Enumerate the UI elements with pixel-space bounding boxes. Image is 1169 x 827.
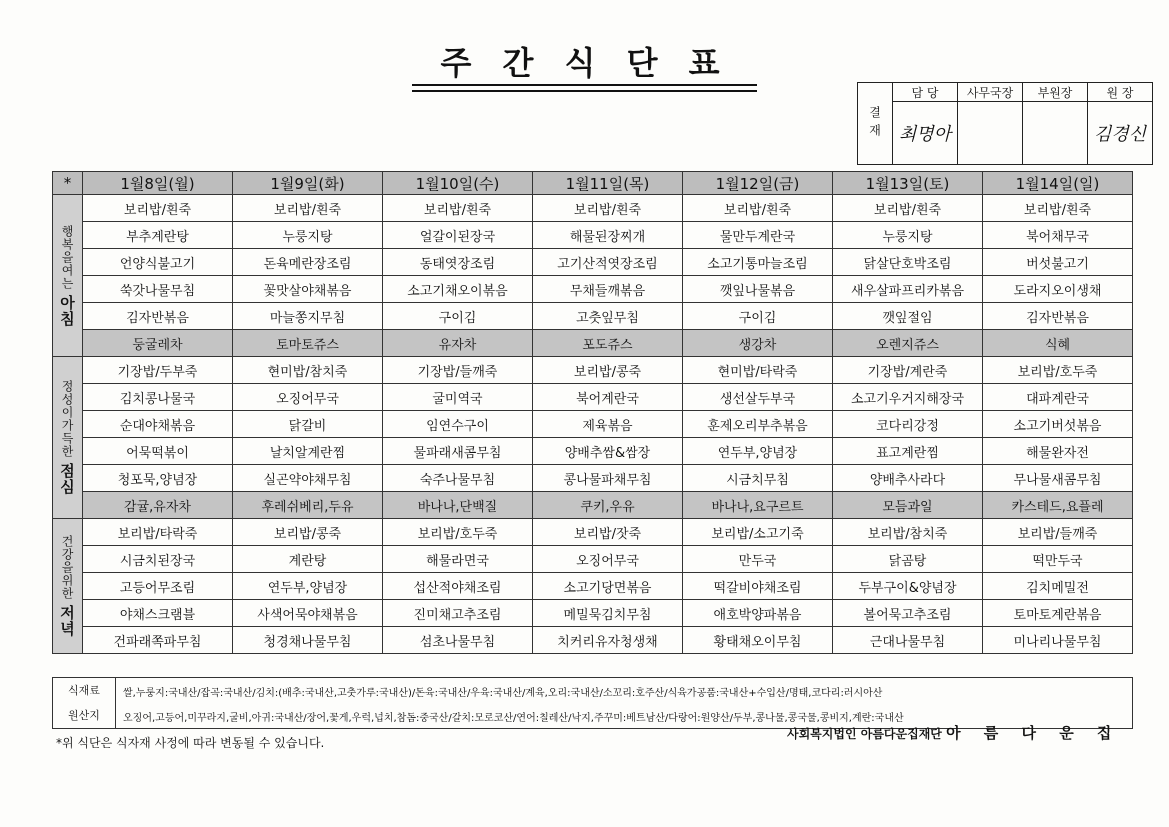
menu-cell: 버섯불고기 [983, 249, 1133, 276]
day-header-row [53, 172, 1133, 195]
corner-cell: * [53, 172, 83, 195]
menu-cell: 포도쥬스 [533, 330, 683, 357]
menu-cell: 둥굴레차 [83, 330, 233, 357]
menu-table [52, 171, 1133, 654]
menu-cell: 보리밥/흰죽 [233, 195, 383, 222]
meal-side-title: 아침 [58, 294, 76, 327]
menu-cell: 북어채무국 [983, 222, 1133, 249]
menu-cell: 실곤약야채무침 [233, 465, 383, 492]
menu-cell: 새우살파프리카볶음 [833, 276, 983, 303]
origin-line: 오징어,고등어,미꾸라지,굴비,아귀:국내산/장어,꽃게,우럭,넙치,참돔:중국산/갈치:모로코산/연어:칠레산/낙지,주꾸미:베트남산/다랑어:원양산/두부,콩나물,콩국물,콩비지,계란:국내산 [123, 713, 904, 724]
approval-header-director: 원 장 [1088, 83, 1153, 102]
title-underline [412, 84, 757, 86]
menu-cell: 보리밥/흰죽 [383, 195, 533, 222]
menu-cell: 쑥갓나물무침 [83, 276, 233, 303]
menu-cell: 감귤,유자차 [83, 492, 233, 519]
approval-header-secretary: 사무국장 [958, 83, 1023, 102]
menu-cell: 건파래쪽파무침 [83, 627, 233, 654]
menu-cell: 코다리강정 [833, 411, 983, 438]
menu-cell: 보리밥/잣죽 [533, 519, 683, 546]
menu-row [53, 276, 1133, 303]
menu-row [53, 438, 1133, 465]
notice-text: *위 식단은 식자재 사정에 따라 변동될 수 있습니다. [56, 736, 325, 750]
meal-side-subtitle: 건강을위한 [60, 535, 74, 601]
day-header: 1월14일(일) [983, 172, 1133, 195]
menu-cell: 치커리유자청생채 [533, 627, 683, 654]
menu-cell: 근대나물무침 [833, 627, 983, 654]
menu-cell: 시금치무침 [683, 465, 833, 492]
menu-cell: 야채스크램블 [83, 600, 233, 627]
menu-cell: 현미밥/타락죽 [683, 357, 833, 384]
menu-cell: 애호박양파볶음 [683, 600, 833, 627]
menu-cell: 볼어묵고추조림 [833, 600, 983, 627]
menu-cell: 보리밥/흰죽 [83, 195, 233, 222]
menu-cell: 깻잎절임 [833, 303, 983, 330]
menu-cell: 날치알계란찜 [233, 438, 383, 465]
menu-cell: 소고기버섯볶음 [983, 411, 1133, 438]
menu-cell: 도라지오이생채 [983, 276, 1133, 303]
menu-row [53, 546, 1133, 573]
menu-cell: 양배추사라다 [833, 465, 983, 492]
menu-cell: 어묵떡볶이 [83, 438, 233, 465]
menu-cell: 보리밥/호두죽 [383, 519, 533, 546]
menu-cell: 계란탕 [233, 546, 383, 573]
menu-cell: 생강차 [683, 330, 833, 357]
menu-cell: 섬초나물무침 [383, 627, 533, 654]
menu-cell: 고등어무조림 [83, 573, 233, 600]
menu-cell: 고춧잎무침 [533, 303, 683, 330]
menu-cell: 미나리나물무침 [983, 627, 1133, 654]
menu-cell: 해물된장찌개 [533, 222, 683, 249]
menu-cell: 무나물새콤무침 [983, 465, 1133, 492]
menu-row [53, 303, 1133, 330]
menu-row [53, 492, 1133, 519]
day-header: 1월8일(월) [83, 172, 233, 195]
menu-cell: 표고계란찜 [833, 438, 983, 465]
menu-cell: 구이김 [683, 303, 833, 330]
menu-cell: 유자차 [383, 330, 533, 357]
meal-side-label [53, 195, 83, 357]
menu-cell: 보리밥/흰죽 [683, 195, 833, 222]
menu-cell: 김치콩나물국 [83, 384, 233, 411]
menu-cell: 보리밥/흰죽 [533, 195, 683, 222]
menu-cell: 현미밥/참치죽 [233, 357, 383, 384]
page-title: 주 간 식 단 표 [440, 44, 730, 82]
menu-cell: 오징어무국 [533, 546, 683, 573]
origin-label-origin: 원산지 [68, 709, 100, 722]
menu-cell: 시금치된장국 [83, 546, 233, 573]
menu-cell: 바나나,단백질 [383, 492, 533, 519]
menu-cell: 소고기당면볶음 [533, 573, 683, 600]
menu-cell: 기장밥/들깨죽 [383, 357, 533, 384]
menu-cell: 진미채고추조림 [383, 600, 533, 627]
menu-cell: 콩나물파채무침 [533, 465, 683, 492]
origin-label-ingredients: 식재료 [68, 684, 100, 697]
menu-cell: 보리밥/호두죽 [983, 357, 1133, 384]
menu-cell: 무채들깨볶음 [533, 276, 683, 303]
menu-cell: 연두부,양념장 [233, 573, 383, 600]
menu-cell: 부추계란탕 [83, 222, 233, 249]
menu-cell: 얼갈이된장국 [383, 222, 533, 249]
menu-cell: 바나나,요구르트 [683, 492, 833, 519]
menu-row [53, 627, 1133, 654]
menu-cell: 보리밥/흰죽 [833, 195, 983, 222]
meal-side-title: 저녁 [58, 604, 76, 637]
menu-cell: 물만두계란국 [683, 222, 833, 249]
title-underline [412, 90, 757, 92]
menu-cell: 누룽지탕 [233, 222, 383, 249]
menu-row [53, 195, 1133, 222]
menu-row [53, 465, 1133, 492]
menu-row [53, 384, 1133, 411]
menu-cell: 김치메밀전 [983, 573, 1133, 600]
day-header: 1월9일(화) [233, 172, 383, 195]
signature-vice-director [1023, 102, 1088, 165]
menu-cell: 제육볶음 [533, 411, 683, 438]
menu-cell: 사색어묵야채볶음 [233, 600, 383, 627]
approval-box [857, 82, 1153, 165]
menu-row [53, 519, 1133, 546]
menu-cell: 해물라면국 [383, 546, 533, 573]
menu-cell: 보리밥/참치죽 [833, 519, 983, 546]
menu-cell: 양배추쌈&쌈장 [533, 438, 683, 465]
menu-cell: 누룽지탕 [833, 222, 983, 249]
menu-cell: 연두부,양념장 [683, 438, 833, 465]
menu-cell: 섭산적야채조림 [383, 573, 533, 600]
menu-cell: 닭곰탕 [833, 546, 983, 573]
menu-cell: 구이김 [383, 303, 533, 330]
menu-cell: 오렌지쥬스 [833, 330, 983, 357]
menu-cell: 황태채오이무침 [683, 627, 833, 654]
organization-name [787, 722, 1120, 743]
menu-cell: 보리밥/흰죽 [983, 195, 1133, 222]
day-header: 1월11일(목) [533, 172, 683, 195]
menu-row [53, 357, 1133, 384]
menu-cell: 두부구이&양념장 [833, 573, 983, 600]
menu-cell: 식혜 [983, 330, 1133, 357]
menu-row [53, 249, 1133, 276]
menu-row [53, 411, 1133, 438]
day-header: 1월13일(토) [833, 172, 983, 195]
menu-cell: 떡갈비야채조림 [683, 573, 833, 600]
menu-cell: 소고기통마늘조림 [683, 249, 833, 276]
meal-side-title: 점심 [58, 462, 76, 495]
menu-cell: 생선살두부국 [683, 384, 833, 411]
menu-cell: 마늘쫑지무침 [233, 303, 383, 330]
day-header: 1월12일(금) [683, 172, 833, 195]
menu-cell: 대파계란국 [983, 384, 1133, 411]
menu-row [53, 222, 1133, 249]
menu-cell: 김자반볶음 [83, 303, 233, 330]
menu-cell: 토마토계란볶음 [983, 600, 1133, 627]
organization-title: 아 름 다 운 집 [946, 724, 1121, 742]
menu-cell: 깻잎나물볶음 [683, 276, 833, 303]
meal-side-subtitle: 행복을여는 [60, 224, 74, 290]
menu-cell: 소고기우거지해장국 [833, 384, 983, 411]
menu-cell: 소고기채오이볶음 [383, 276, 533, 303]
menu-cell: 꽃맛살야채볶음 [233, 276, 383, 303]
menu-cell: 해물완자전 [983, 438, 1133, 465]
approval-header-staff: 담 당 [893, 83, 958, 102]
menu-cell: 모듬과일 [833, 492, 983, 519]
signature-director: 김경신 [1088, 102, 1153, 165]
organization-prefix: 사회복지법인 아름다운집재단 [787, 727, 942, 741]
menu-cell: 고기산적엿장조림 [533, 249, 683, 276]
menu-cell: 북어계란국 [533, 384, 683, 411]
menu-row [53, 600, 1133, 627]
menu-cell: 훈제오리부추볶음 [683, 411, 833, 438]
menu-cell: 쿠키,우유 [533, 492, 683, 519]
menu-cell: 기장밥/두부죽 [83, 357, 233, 384]
menu-cell: 만두국 [683, 546, 833, 573]
menu-cell: 김자반볶음 [983, 303, 1133, 330]
menu-cell: 보리밥/타락죽 [83, 519, 233, 546]
day-header: 1월10일(수) [383, 172, 533, 195]
signature-secretary [958, 102, 1023, 165]
menu-cell: 보리밥/소고기죽 [683, 519, 833, 546]
menu-cell: 후레쉬베리,두유 [233, 492, 383, 519]
meal-side-label [53, 357, 83, 519]
menu-cell: 보리밥/콩죽 [533, 357, 683, 384]
meal-side-subtitle: 정성이가득한 [60, 380, 74, 459]
menu-cell: 오징어무국 [233, 384, 383, 411]
menu-cell: 물파래새콤무침 [383, 438, 533, 465]
menu-row [53, 573, 1133, 600]
menu-cell: 카스테드,요플레 [983, 492, 1133, 519]
menu-cell: 떡만두국 [983, 546, 1133, 573]
menu-cell: 청포묵,양념장 [83, 465, 233, 492]
menu-cell: 보리밥/콩죽 [233, 519, 383, 546]
approval-header-vice-director: 부원장 [1023, 83, 1088, 102]
menu-cell: 언양식불고기 [83, 249, 233, 276]
origin-line: 쌀,누룽지:국내산/잡곡:국내산/김치:(배추:국내산,고춧가루:국내산)/돈육:국내산/우육:국내산/계육,오리:국내산/소꼬리:호주산/식육가공품:국내산+수입산/명태,코다리:러시아산 [123, 688, 883, 699]
menu-cell: 숙주나물무침 [383, 465, 533, 492]
menu-cell: 닭갈비 [233, 411, 383, 438]
signature-staff: 최명아 [893, 102, 958, 165]
menu-cell: 메밀묵김치무침 [533, 600, 683, 627]
menu-cell: 동태엿장조림 [383, 249, 533, 276]
menu-cell: 기장밥/계란죽 [833, 357, 983, 384]
menu-cell: 토마토쥬스 [233, 330, 383, 357]
meal-side-label [53, 519, 83, 654]
menu-cell: 보리밥/들깨죽 [983, 519, 1133, 546]
origin-label [53, 678, 116, 728]
menu-cell: 순대야채볶음 [83, 411, 233, 438]
menu-cell: 임연수구이 [383, 411, 533, 438]
menu-cell: 닭살단호박조림 [833, 249, 983, 276]
menu-cell: 굴미역국 [383, 384, 533, 411]
approval-side-label: 결재 [858, 83, 893, 165]
menu-cell: 청경채나물무침 [233, 627, 383, 654]
menu-row [53, 330, 1133, 357]
menu-cell: 돈육메란장조림 [233, 249, 383, 276]
